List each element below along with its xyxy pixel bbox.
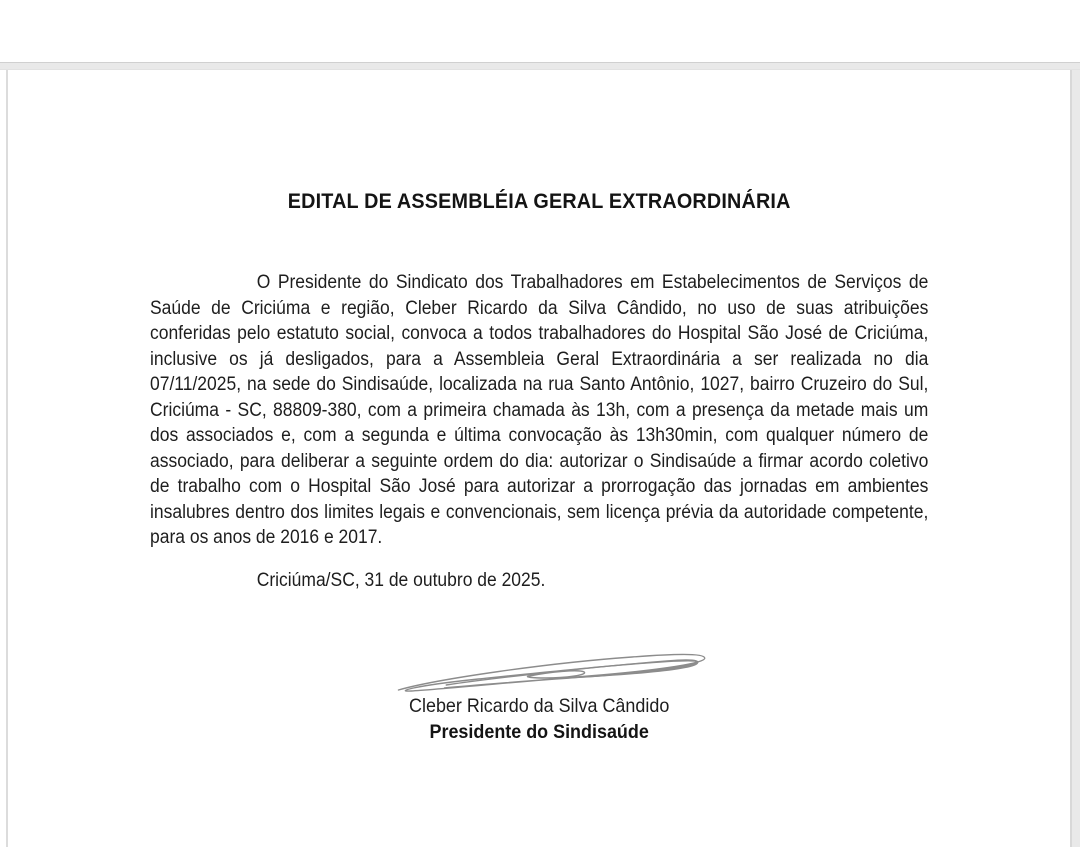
paragraph-line: O Presidente do Sindicato dos Trabalhadores em Estabelecimentos de Serviços de (256, 272, 929, 293)
date-line: Criciúma/SC, 31 de outubro de 2025. (256, 569, 546, 591)
signatory-name: Cleber Ricardo da Silva Cândido (409, 695, 670, 717)
paragraph-line: de trabalho com o Hospital São José para autorizar a prorrogação das jornadas em ambientes (150, 476, 929, 497)
page-edge-top (0, 62, 1080, 70)
signature-block (150, 648, 928, 744)
paragraph-line: associado, para deliberar a seguinte ordem do dia: autorizar o Sindisaúde a firmar acordo coletivo (150, 450, 929, 472)
handwritten-signature-icon (391, 648, 711, 694)
page-edge-right (1072, 70, 1080, 847)
paragraph-line: 07/11/2025, na sede do Sindisaúde, localizada na rua Santo Antônio, 1027, bairro Cruzeiro do Sul, (150, 374, 929, 395)
paragraph-line: insalubres dentro dos limites legais e convencionais, sem licença prévia da autoridade competente, (150, 501, 929, 523)
paragraph-line: inclusive os já desligados, para a Assembleia Geral Extraordinária a ser realizada no dia (150, 348, 929, 370)
document-content (150, 70, 928, 744)
document-title: EDITAL DE ASSEMBLÉIA GERAL EXTRAORDINÁRIA (287, 189, 791, 213)
paragraph-line: Criciúma - SC, 88809-380, com a primeira chamada às 13h, com a presença da metade mais um (150, 399, 929, 421)
paragraph-line: conferidas pelo estatuto social, convoca a todos trabalhadores do Hospital São José de Criciúma, (150, 323, 929, 344)
signatory-role: Presidente do Sindisaúde (429, 720, 649, 743)
paragraph-line: Saúde de Criciúma e região, Cleber Ricardo da Silva Cândido, no uso de suas atribuições (150, 297, 929, 319)
paragraph-line: para os anos de 2016 e 2017. (150, 527, 383, 548)
document-paragraph (150, 270, 928, 551)
paragraph-line: dos associados e, com a segunda e última convocação às 13h30min, com qualquer número de (150, 425, 929, 446)
